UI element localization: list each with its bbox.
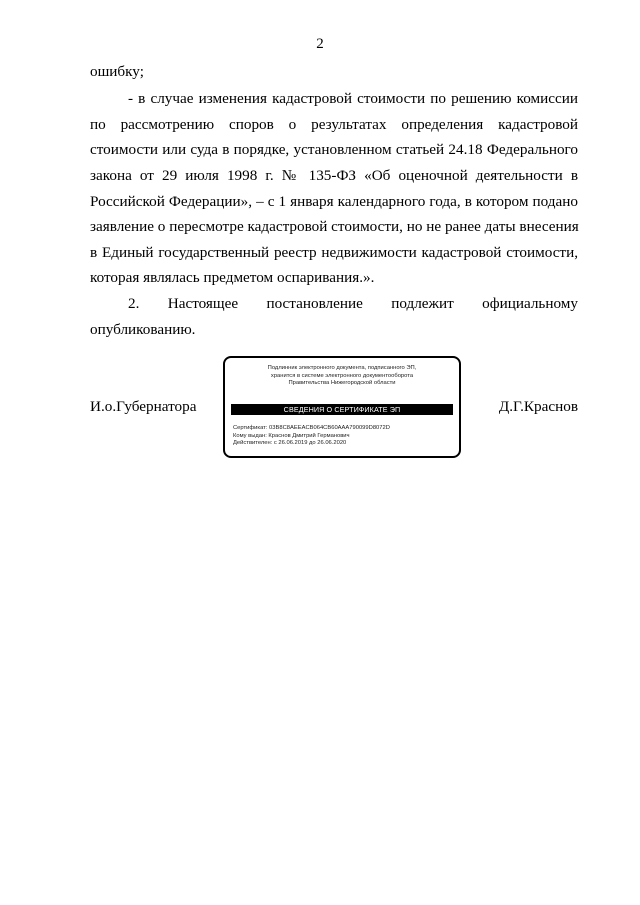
- signatory-position: И.о.Губернатора: [90, 398, 197, 415]
- stamp-title: СВЕДЕНИЯ О СЕРТИФИКАТЕ ЭП: [231, 404, 453, 415]
- stamp-certificate-info: [233, 425, 390, 448]
- text-line: - в случае изменения кадастровой стоимости по решению комиссии: [128, 90, 578, 107]
- text-line: по рассмотрению споров о результатах определения кадастровой: [90, 116, 578, 133]
- text-line: 2. Настоящее постановление подлежит официальному: [128, 295, 578, 312]
- stamp-certificate: Сертификат: 03B8C8AEEACB064CB60AAA790099D8072D: [233, 425, 390, 431]
- signatory-name: Д.Г.Краснов: [498, 398, 578, 415]
- stamp-issued-to: Кому выдан: Краснов Дмитрий Германович: [233, 432, 350, 439]
- text-line: которая являлась предметом оспаривания.».: [90, 269, 375, 286]
- text-line: закона от 29 июля 1998 г. № 135-ФЗ «Об оценочной деятельности в: [90, 167, 578, 184]
- stamp-header-line: Подлинник электронного документа, подписанного ЭП,: [267, 365, 417, 371]
- electronic-signature-stamp: [223, 356, 461, 458]
- text-line: ошибку;: [90, 63, 144, 80]
- stamp-header: [225, 365, 459, 388]
- stamp-header-line: Правительства Нижегородской области: [288, 380, 396, 387]
- stamp-validity: Действителен: с 26.06.2019 до 26.06.2020: [233, 440, 347, 447]
- text-line: заявление о пересмотре кадастровой стоимости, но не ранее даты внесения: [90, 218, 579, 235]
- text-line: опубликованию.: [90, 321, 196, 338]
- stamp-header-line: хранится в системе электронного документооборота: [270, 372, 414, 379]
- page-number: 2: [316, 36, 324, 52]
- text-line: стоимости или суда в порядке, установленном статьей 24.18 Федерального: [90, 141, 578, 158]
- text-line: Российской Федерации», – с 1 января календарного года, в котором подано: [90, 193, 578, 210]
- text-line: в Единый государственный реестр недвижимости кадастровой стоимости,: [90, 244, 578, 261]
